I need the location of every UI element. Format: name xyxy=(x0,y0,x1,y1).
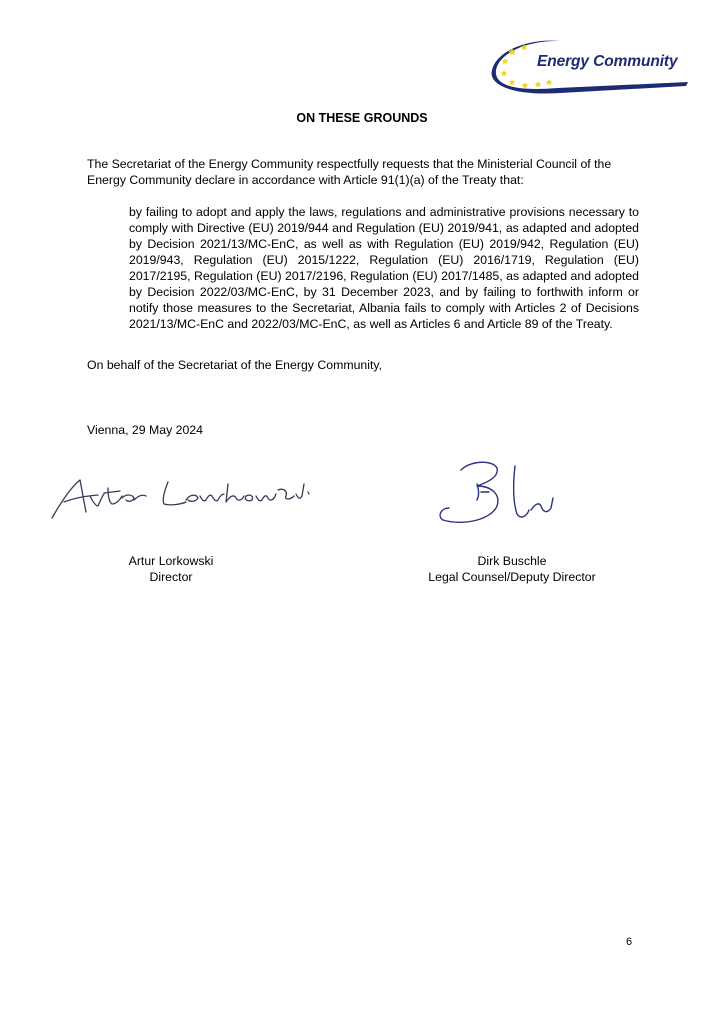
signature-buschle-icon xyxy=(433,456,563,532)
logo-text: Energy Community xyxy=(537,53,678,70)
signatory-title: Legal Counsel/Deputy Director xyxy=(428,570,596,584)
signatory-name: Artur Lorkowski xyxy=(128,554,214,568)
intro-paragraph: The Secretariat of the Energy Community respectfully requests that the Ministerial Council of the Energy Community declare in accordance with Article 91(1)(a) of the Treaty that: xyxy=(87,157,612,187)
signatory-lorkowski xyxy=(96,553,246,585)
request-paragraph: by failing to adopt and apply the laws, regulations and administrative provisions necessary to comply with Directive (EU) 2019/944 and Regulation (EU) 2019/941, as adapted and adopted by Decision 2021/13/MC-EnC, as well as with Regulation (EU) 2019/942, Regulation (EU) 2019/943, Regulation (EU) 2015/1222, Regulation (EU) 2016/1719, Regulation (EU) 2017/2195, Regulation (EU) 2017/2196, Regulation (EU) 2017/1485, as adapted and adopted by Decision 2022/03/MC-EnC, by 31 December 2023, and by failing to forthwith inform or notify those measures to the Secretariat, Albania fails to comply with Articles 2 of Decisions 2021/13/MC-EnC and 2022/03/MC-EnC, as well as Articles 6 and Article 89 of the Treaty. xyxy=(129,205,639,331)
signatory-title: Director xyxy=(149,570,193,584)
signature-lorkowski-icon xyxy=(46,466,318,526)
section-heading: ON THESE GROUNDS xyxy=(296,111,428,125)
energy-community-logo xyxy=(490,36,690,98)
signatory-buschle xyxy=(402,553,622,585)
behalf-line: On behalf of the Secretariat of the Energy Community, xyxy=(87,358,383,372)
page-number: 6 xyxy=(626,936,633,948)
place-date: Vienna, 29 May 2024 xyxy=(87,423,203,437)
signatory-name: Dirk Buschle xyxy=(477,554,547,568)
